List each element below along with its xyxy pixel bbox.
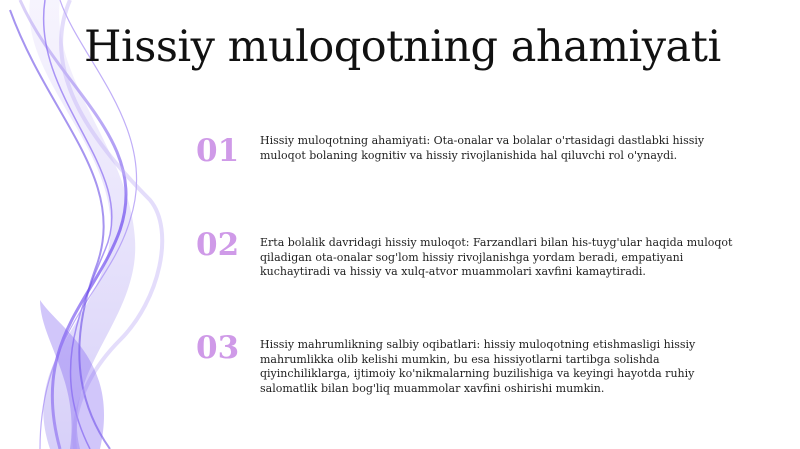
- item-text: Hissiy mahrumlikning salbiy oqibatlari: hissiy muloqotning etishmasligi hissiy mahrumlikka olib kelishi mumkin, bu esa hissiyotlarni tartibga solishda qiyinchiliklarga, ijtimoiy ko'nikmalarning buzilishiga va keyingi hayotda ruhiy salomatlik bilan bog'liq muammolar xavfini oshirishi mumkin.: [260, 338, 696, 395]
- item-text: Hissiy muloqotning ahamiyati: Ota-onalar va bolalar o'rtasidagi dastlabki hissiy muloqot bolaning kognitiv va hissiy rivojlanishida hal qiluvchi rol o'ynaydi.: [260, 134, 705, 162]
- slide-title: Hissiy muloqotning ahamiyati: [84, 22, 721, 72]
- list-item: [196, 133, 756, 213]
- list-item: [196, 330, 756, 410]
- item-text: Erta bolalik davridagi hissiy muloqot: Farzandlari bilan his-tuyg'ular haqida muloqot qiladigan ota-onalar sog'lom hissiy rivojlanishga yordam beradi, empatiyani kuchaytiradi va hissiy va xulq-atvor muammolari xavfini kamaytiradi.: [260, 236, 733, 278]
- item-number: 03: [196, 330, 240, 366]
- item-number: 02: [196, 227, 240, 263]
- item-number: 01: [196, 133, 240, 169]
- list-item: [196, 227, 756, 307]
